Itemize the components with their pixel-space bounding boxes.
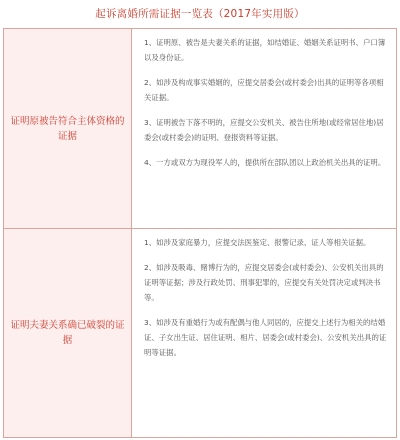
table-row	[4, 29, 397, 229]
category-label: 证明夫妻关系确已破裂的证据	[10, 320, 125, 346]
evidence-item: 1、如涉及家庭暴力，应提交法医鉴定、报警记录、证人等相关证据。	[144, 238, 371, 247]
evidence-item: 4、一方或双方为现役军人的，提供所在部队团以上政治机关出具的证明。	[144, 158, 386, 167]
table-row	[4, 229, 397, 438]
evidence-item: 2、如涉及构成事实婚姻的，应提交居委会(或村委会)出具的证明等各项相关证据。	[144, 78, 384, 102]
evidence-item: 1、证明原、被告是夫妻关系的证据，如结婚证、婚姻关系证明书、户口簿以及身份证。	[144, 38, 386, 62]
evidence-items-cell	[132, 229, 397, 438]
category-cell	[4, 229, 132, 438]
category-cell	[4, 29, 132, 229]
evidence-item: 3、如涉及有重婚行为或有配偶与他人同居的，应提交上述行为相关的结婚证、子女出生证、居住证明、相片、居委会(或村委会)、公安机关出具的证明等证据。	[144, 318, 387, 357]
evidence-item: 3、证明被告下落不明的，应提交公安机关、被告住所地(或经常居住地)居委会(或村委会)的证明、登报资料等证据。	[144, 118, 384, 142]
evidence-table	[3, 28, 397, 438]
evidence-item: 2、如涉及吸毒、赌博行为的，应提交居委会(或村委会)、公安机关出具的证明等证据；涉及行政处罚、刑事犯罪的，应提交有关处罚决定或判决书等。	[144, 263, 384, 302]
category-label: 证明原被告符合主体资格的证据	[10, 115, 125, 142]
page-title: 起诉离婚所需证据一览表（2017年实用版）	[95, 8, 305, 20]
evidence-items-cell	[132, 29, 397, 229]
